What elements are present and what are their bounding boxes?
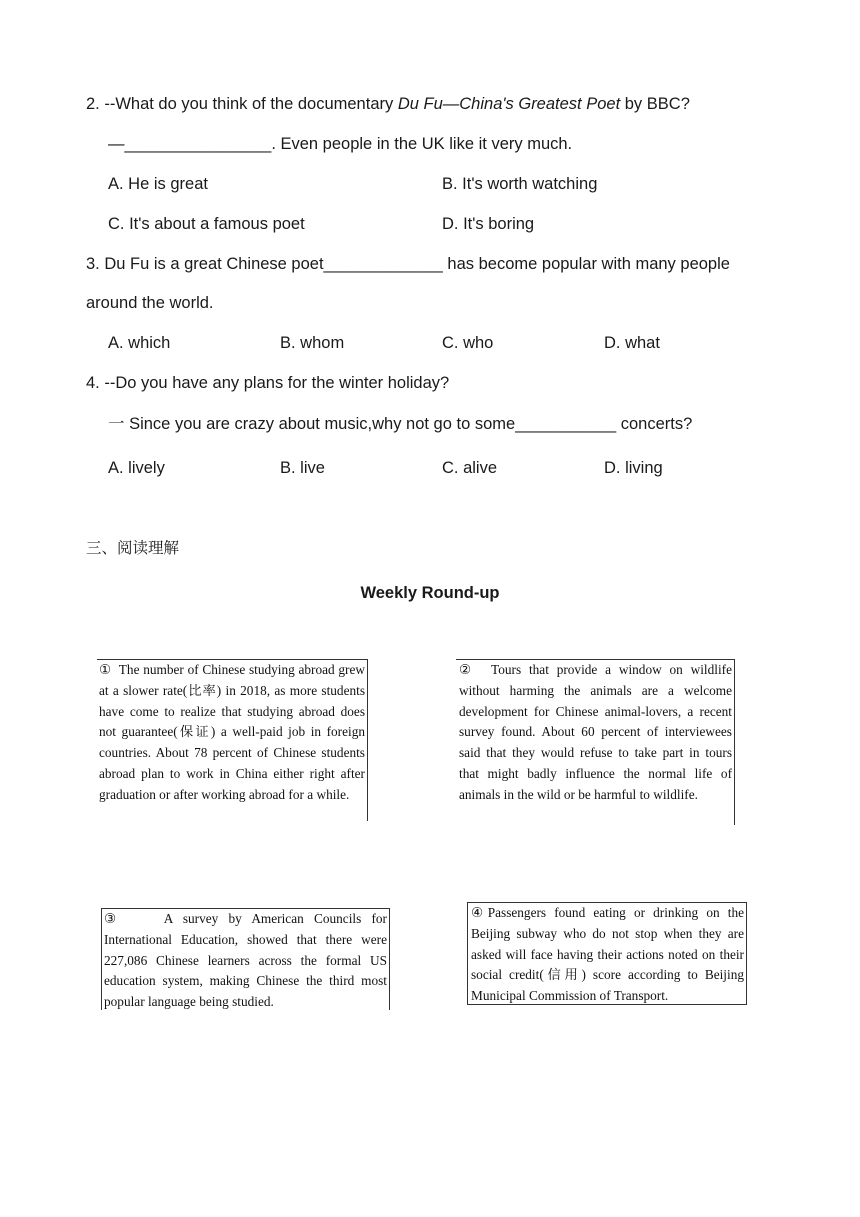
q2-option-c: C. It's about a famous poet	[108, 215, 305, 233]
passage-3: ③ A survey by American Councils for International Education, showed that there were 227,086 Chinese learners across the formal US education system, making Chinese the third most popular language being studied.	[101, 908, 390, 1010]
q3-option-c: C. who	[442, 334, 494, 352]
q4-option-c: C. alive	[442, 459, 498, 477]
q2-option-a: A. He is great	[108, 175, 208, 193]
q4-stem-line2: 一 Since you are crazy about music,why not go to some___________ concerts?	[108, 415, 693, 433]
q3-option-d: D. what	[604, 334, 660, 352]
q4-stem-line1: 4. --Do you have any plans for the winter holiday?	[86, 374, 450, 392]
q3-stem-line2: around the world.	[86, 294, 214, 312]
q2-documentary-title: Du Fu—China's Greatest Poet	[397, 95, 621, 113]
reading-title: Weekly Round-up	[360, 584, 500, 602]
passage-1: ① The number of Chinese studying abroad grew at a slower rate(比率) in 2018, as more students have come to realize that studying abroad does not guarantee(保证) a well-paid job in foreign countries. About 78 percent of Chinese students abroad plan to work in China either right after graduation or after working abroad for a while.	[97, 659, 368, 821]
q2-stem	[86, 94, 690, 114]
q2-stem-prefix: 2. --What do you think of the documentary	[86, 95, 398, 113]
passage-2: ② Tours that provide a window on wildlife without harming the animals are a welcome development for Chinese animal-lovers, a recent survey found. About 60 percent of interviewees said that they would refuse to take part in tours that might badly influence the normal life of animals in the wild or be harmful to wildlife.	[456, 659, 735, 825]
q2-option-b: B. It's worth watching	[442, 175, 598, 193]
passage-4: ④Passengers found eating or drinking on the Beijing subway who do not stop when they are asked will face having their actions noted on their social credit(信用) score according to Beijing Municipal Commission of Transport.	[467, 902, 747, 1005]
q3-option-a: A. which	[108, 334, 171, 352]
q3-option-b: B. whom	[280, 334, 345, 352]
q2-answer-line: —________________. Even people in the UK like it very much.	[108, 135, 573, 153]
q4-option-a: A. lively	[108, 459, 165, 477]
q4-option-d: D. living	[604, 459, 663, 477]
q4-option-b: B. live	[280, 459, 325, 477]
section-heading: 三、阅读理解	[86, 539, 180, 557]
q2-stem-suffix: by BBC?	[620, 95, 690, 113]
q3-stem-line1: 3. Du Fu is a great Chinese poet_____________ has become popular with many people	[86, 255, 730, 273]
q2-option-d: D. It's boring	[442, 215, 535, 233]
